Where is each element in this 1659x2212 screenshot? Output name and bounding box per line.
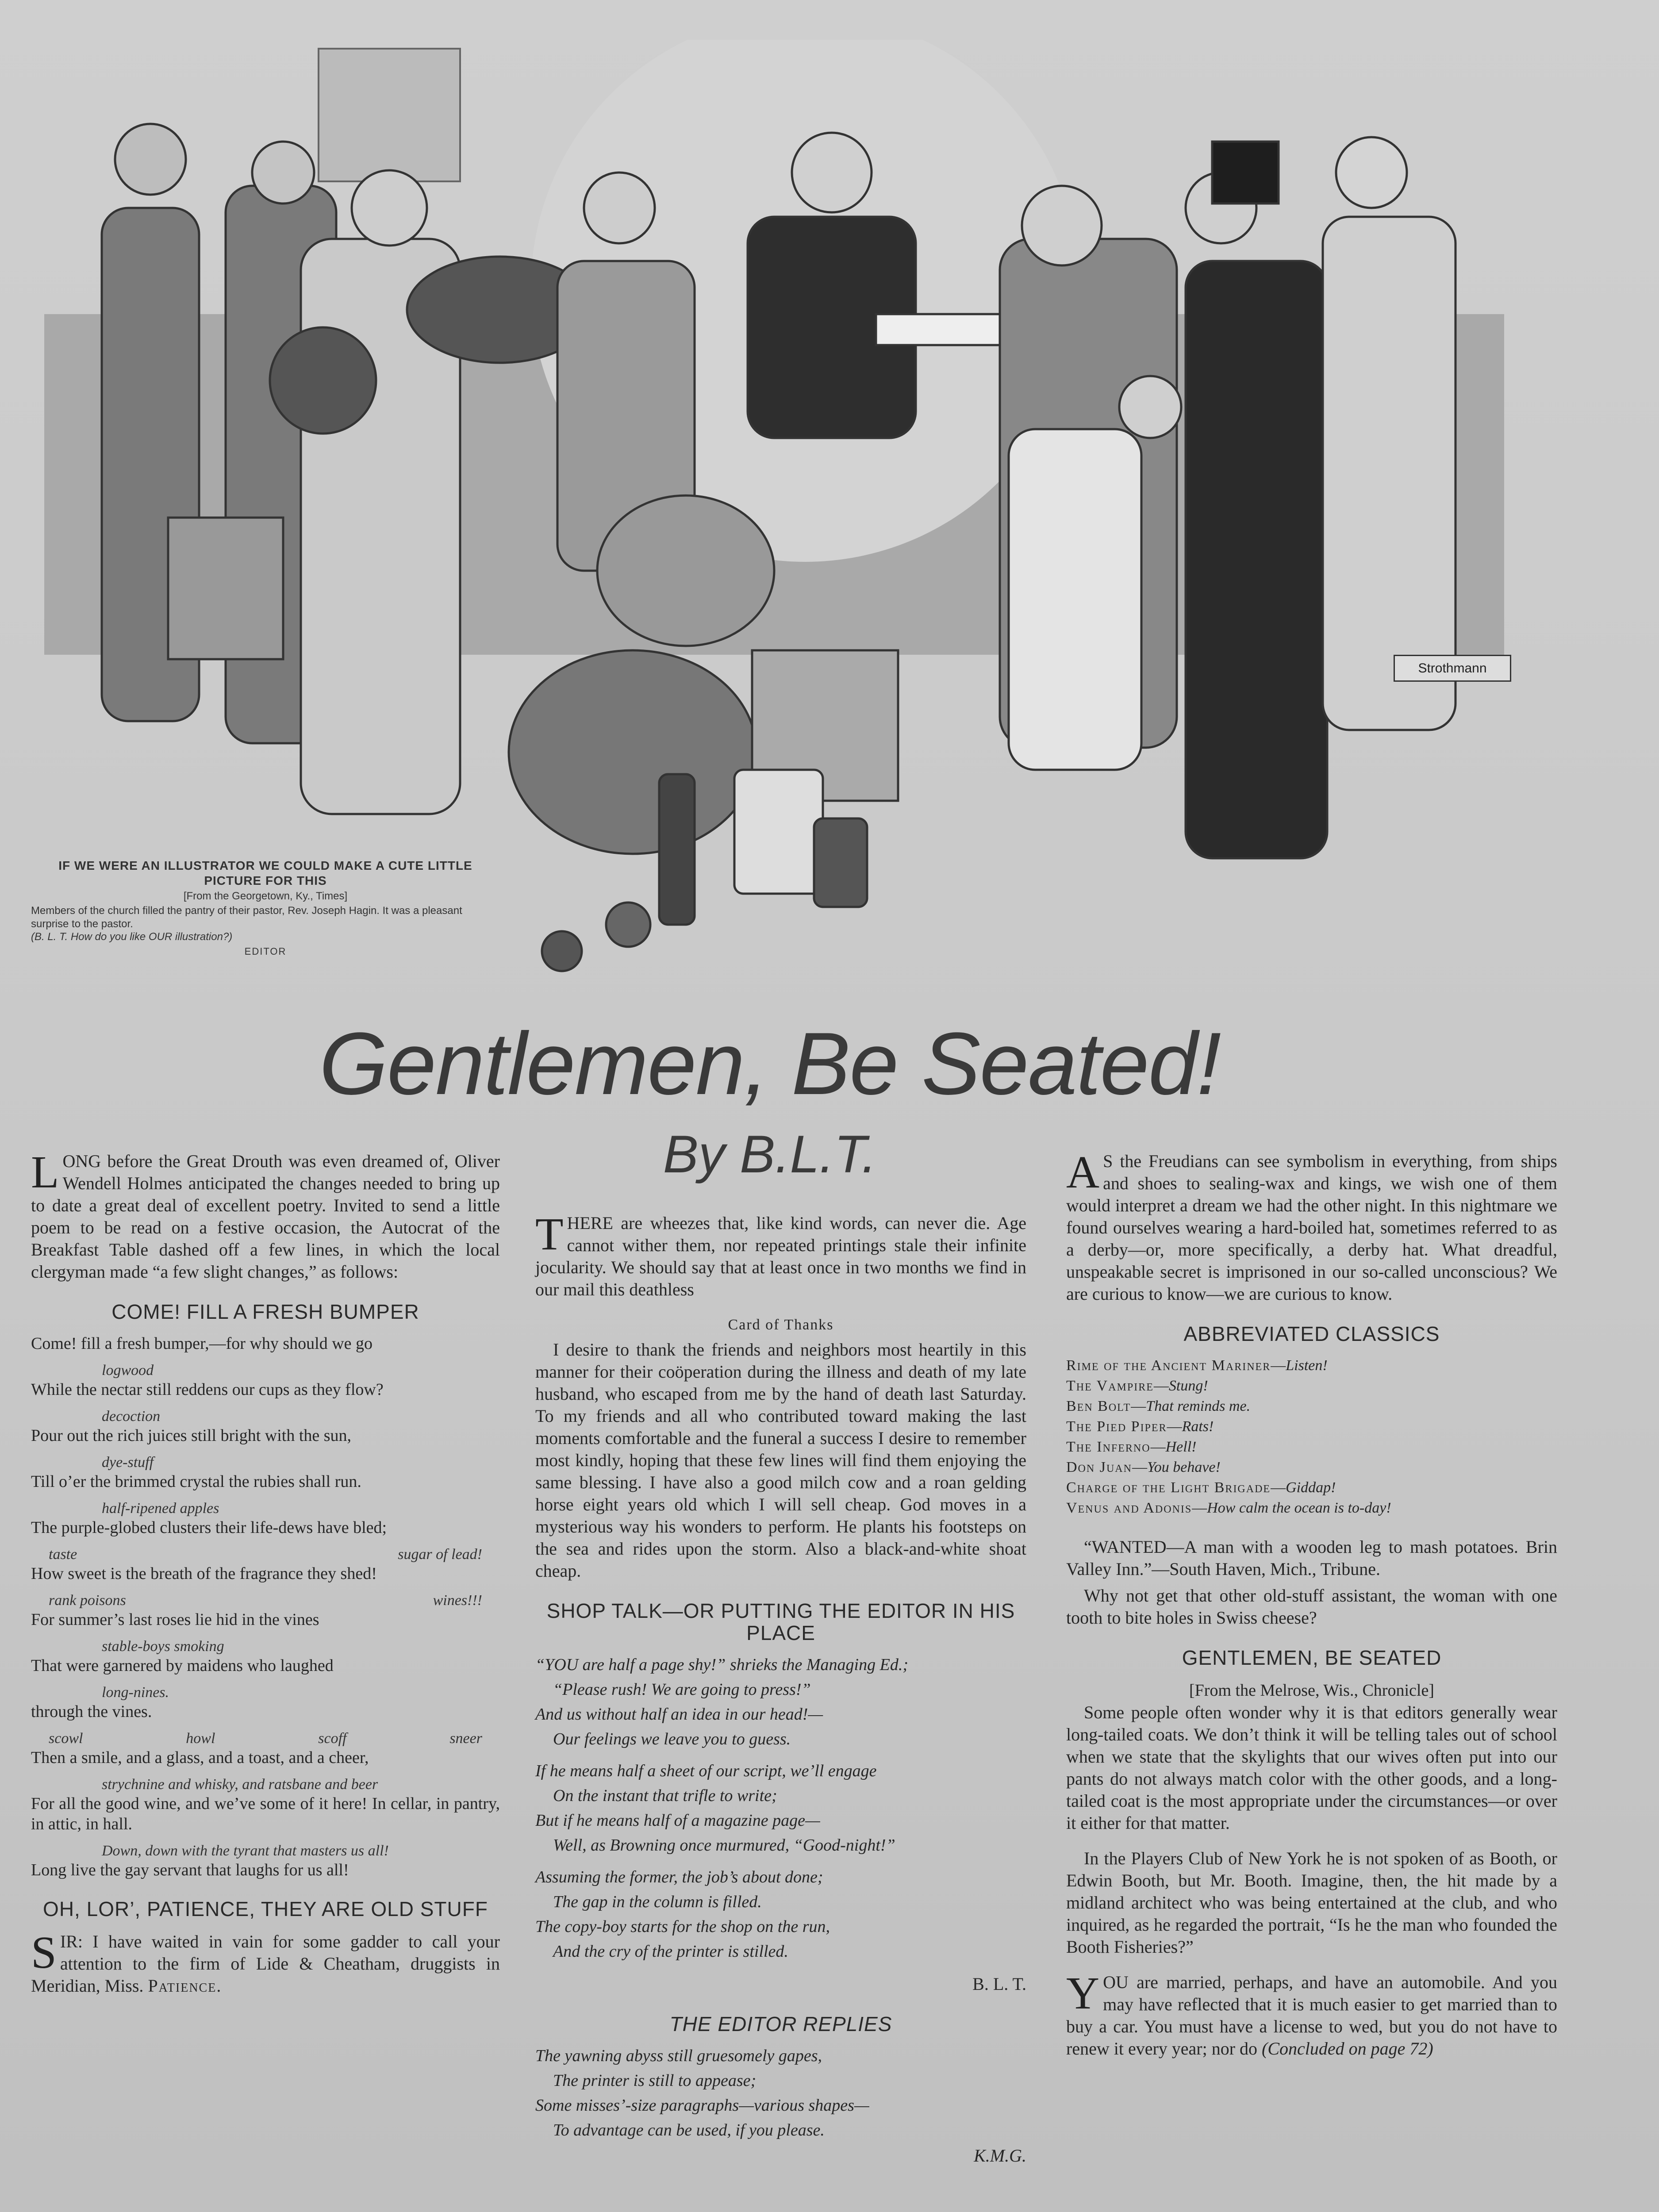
classic-remark: You behave! — [1147, 1459, 1221, 1475]
bottle — [659, 774, 695, 925]
editor-replies-signature: K.M.G. — [974, 2146, 1026, 2166]
classic-dash: — — [1167, 1418, 1182, 1435]
classic-item — [1066, 1396, 1557, 1417]
abbreviated-classics-heading: ABBREVIATED CLASSICS — [1183, 1322, 1440, 1345]
poem-substitution: scowl — [49, 1730, 83, 1747]
poem-substitution: logwood — [102, 1362, 154, 1379]
shop-talk-heading: SHOP TALK—OR PUTTING THE EDITOR IN HIS PLACE — [546, 1599, 1015, 1644]
sack — [597, 495, 774, 646]
caption-note: (B. L. T. How do you like OUR illustration?) — [31, 931, 233, 943]
verse-line: To advantage can be used, if you please. — [553, 2121, 825, 2139]
verse-line: On the instant that trifle to write; — [553, 1786, 777, 1805]
verse-line: Our feelings we leave you to guess. — [553, 1730, 791, 1748]
poem-line: Till o’er the brimmed crystal the rubies shall run. — [31, 1472, 361, 1491]
drop-cap: A — [1066, 1147, 1100, 1198]
classic-title: The Pied Piper — [1066, 1418, 1167, 1435]
classic-remark: Listen! — [1286, 1357, 1328, 1374]
drop-cap: S — [31, 1927, 57, 1978]
market-basket — [168, 518, 283, 659]
verse-line: The yawning abyss still gruesomely gapes, — [535, 2047, 822, 2065]
verse-line: The printer is still to appease; — [553, 2071, 757, 2090]
verse-line: If he means half a sheet of our script, we’ll engage — [535, 1762, 877, 1780]
poem-substitution: sugar of lead! — [398, 1546, 482, 1563]
verse-line: Well, as Browning once murmured, “Good-night!” — [553, 1836, 895, 1855]
chronicle-source: [From the Melrose, Wis., Chronicle] — [1189, 1681, 1434, 1700]
classic-item — [1066, 1417, 1557, 1437]
poem-line: For all the good wine, and we’ve some of it here! In cellar, in pantry, in attic, in hall. — [31, 1794, 500, 1833]
man-top-hat-figure — [1186, 261, 1327, 858]
crock — [734, 770, 823, 894]
byline: By B.L.T. — [663, 1125, 877, 1184]
classic-dash: — — [1271, 1357, 1286, 1374]
poem-substitution: sneer — [449, 1730, 482, 1747]
poem-substitution: dye-stuff — [102, 1454, 154, 1471]
classic-title: Ben Bolt — [1066, 1398, 1131, 1414]
classic-title: Charge of the Light Brigade — [1066, 1479, 1271, 1496]
wheezes-intro: THERE are wheezes that, like kind words, can never die. Age cannot wither them, nor repeated printings stale their infinite jocularity. We should say that at least once in two months we find in our mail this deathless — [535, 1209, 1026, 1299]
caption-headline: IF WE WERE AN ILLUSTRATOR WE COULD MAKE A CUTE LITTLE PICTURE FOR THIS — [58, 859, 472, 887]
poem-substitution: half-ripened apples — [102, 1500, 219, 1517]
classic-remark: Stung! — [1168, 1378, 1208, 1394]
poem-substitution: long-nines. — [102, 1684, 169, 1701]
classic-remark: How calm the ocean is to-day! — [1207, 1500, 1391, 1516]
card-of-thanks-text: I desire to thank the friends and neighbors most heartily in this manner for their coöperation during the illness and death of my late husband, who escaped from me by the hand of death last Saturday. To my friends and all who contributed toward making the last moments comfortable and the funeral a success I desire to remember most kindly, hoping that these few lines will find them enjoying the same blessing. I have also a good milch cow and a roan gelding horse eight years old which I will sell cheap. God moves in a mysterious way his wonders to perform. He plants his footsteps on the sea and rides upon the storm. Also a black-and-white shoat cheap. — [535, 1340, 1026, 1581]
long-tailed-coats-paragraph: Some people often wonder why it is that editors generally wear long-tailed coats. We don’t think it will be telling tales out of school when we state that the skylights that our wives often put into our pants do not always match color with the other goods, and a long-tailed coat is the most appropriate under the circumstances—or over it either for that matter. — [1066, 1702, 1557, 1833]
freudians-paragraph: A S the Freudians can see symbolism in everything, from ships and shoes to sealing-wax and kings, we wish one of them would interpret a dream we had the other night. In this nightmare we found ourselves wearing a hard-boiled hat, sometimes referred to as a derby—or, more specifically, a derby hat. What dreadful, unspeakable secret is imprisoned in our so-called unconscious? We are curious to know—we are curious to know. — [1066, 1147, 1557, 1304]
classic-dash: — — [1131, 1398, 1146, 1414]
page-title: Gentlemen, Be Seated! — [319, 1014, 1221, 1113]
verse-stanza — [535, 1761, 1026, 1855]
patience-signature: Patience. — [148, 1976, 222, 1996]
cake — [876, 314, 1013, 345]
poem-line: through the vines. — [31, 1702, 152, 1721]
caption-editor: EDITOR — [244, 946, 287, 957]
poem-substitution: rank poisons — [49, 1592, 126, 1609]
classic-remark: Rats! — [1182, 1418, 1214, 1435]
stacked-parcels — [319, 49, 460, 181]
verse-line: And us without half an idea in our head!— — [535, 1705, 823, 1724]
cabbage — [270, 327, 376, 434]
verse-line: Assuming the former, the job’s about done; — [535, 1868, 823, 1886]
why-not-paragraph: Why not get that other old-stuff assistant, the woman with one tooth to bite holes in Swiss cheese? — [1066, 1586, 1557, 1628]
poem-substitution: stable-boys smoking — [102, 1638, 224, 1655]
verse-stanza — [535, 1867, 1026, 1962]
apple — [606, 902, 650, 947]
poem-substitution-row — [49, 1592, 500, 1609]
editor-replies-heading: THE EDITOR REPLIES — [669, 2012, 892, 2035]
poem-line: Long live the gay servant that laughs for us all! — [31, 1861, 349, 1879]
shop-talk-signature: B. L. T. — [972, 1974, 1026, 1994]
classic-dash: — — [1132, 1459, 1147, 1475]
poem-line: For summer’s last roses lie hid in the vines — [31, 1610, 319, 1629]
pantry-illustration — [35, 40, 1548, 991]
classic-item — [1066, 1437, 1557, 1457]
caption-body: Members of the church filled the pantry of their pastor, Rev. Joseph Hagin. It was a pleasant surprise to the pastor. — [31, 905, 462, 930]
gentlemen-seated-heading: GENTLEMEN, BE SEATED — [1182, 1646, 1442, 1669]
card-of-thanks-heading: Card of Thanks — [728, 1317, 834, 1333]
patience-heading: OH, LOR’, PATIENCE, THEY ARE OLD STUFF — [43, 1897, 488, 1920]
verse-line: And the cry of the printer is stilled. — [553, 1942, 788, 1961]
poem-line: Then a smile, and a glass, and a toast, and a cheer, — [31, 1748, 369, 1767]
poem-substitution-row — [49, 1730, 500, 1747]
classic-dash: — — [1150, 1439, 1166, 1455]
poem-line: That were garnered by maidens who laughed — [31, 1656, 334, 1675]
holmes-intro: LONG before the Great Drouth was even dreamed of, Oliver Wendell Holmes anticipated the changes needed to bring up to date a great deal of excellent poetry. Invited to send a little poem to be read on a festive occasion, the Autocrat of the Breakfast Table dashed off a few lines, in which the local clergyman made “a few slight changes,” as follows: — [31, 1147, 500, 1282]
patience-letter: SIR: I have waited in vain for some gadder to call your attention to the firm of Lide & Cheatham, druggists in Meridian, Miss. Patience. — [31, 1927, 500, 1996]
caption-source: [From the Georgetown, Ky., Times] — [183, 890, 348, 902]
classic-remark: That reminds me. — [1146, 1398, 1251, 1414]
poem-line: Come! fill a fresh bumper,—for why should we go — [31, 1334, 373, 1353]
drop-cap: L — [31, 1147, 59, 1198]
poem-substitution: wines!!! — [433, 1592, 482, 1609]
poem-heading: COME! FILL A FRESH BUMPER — [111, 1300, 419, 1323]
shop-talk-verse — [535, 1655, 1026, 1962]
verse-line: The gap in the column is filled. — [553, 1893, 762, 1911]
illustration-caption — [31, 858, 500, 957]
poem-substitution: decoction — [102, 1408, 161, 1425]
poem-substitution: strychnine and whisky, and ratsbane and beer — [102, 1776, 378, 1793]
abbreviated-classics-list — [1066, 1356, 1557, 1518]
poem-line: While the nectar still reddens our cups as they flow? — [31, 1380, 384, 1399]
classic-item — [1066, 1376, 1557, 1396]
verse-stanza — [535, 1655, 1026, 1749]
drop-cap: Y — [1066, 1968, 1100, 2019]
jar — [814, 818, 867, 907]
classic-title: Venus and Adonis — [1066, 1500, 1192, 1516]
poem-line: Pour out the rich juices still bright with the sun, — [31, 1426, 352, 1445]
married-paragraph: YOU are married, perhaps, and have an automobile. And you may have reflected that it is much easier to get married than to buy a car. You must have a license to wed, but you do not have to renew it every year; nor do (Concluded on page 72) — [1066, 1968, 1557, 2058]
continued-note: (Concluded on page 72) — [1262, 2039, 1433, 2058]
poem-substitution: Down, down with the tyrant that masters us all! — [102, 1843, 389, 1859]
verse-line: Some misses’-size paragraphs—various shapes— — [535, 2096, 869, 2115]
classic-title: Don Juan — [1066, 1459, 1132, 1475]
poem-line: How sweet is the breath of the fragrance they shed! — [31, 1564, 377, 1583]
left-column — [31, 1147, 500, 2001]
verse-line: The copy-boy starts for the shop on the run, — [535, 1917, 830, 1936]
classic-item — [1066, 1498, 1557, 1518]
classic-title: The Inferno — [1066, 1439, 1151, 1455]
classic-remark: Giddap! — [1286, 1479, 1336, 1496]
poem-substitution: scoff — [318, 1730, 347, 1747]
girl-with-pie-figure — [1009, 429, 1141, 770]
verse-line: “Please rush! We are going to press!” — [553, 1680, 811, 1699]
apple — [542, 931, 582, 971]
players-club-paragraph: In the Players Club of New York he is not spoken of as Booth, or Edwin Booth, but Mr. Booth. Imagine, then, the hit made by a midland architect who was being entertained at the club, and who inquired, as he regarded the portrait, “Is he the man who founded the Booth Fisheries?” — [1066, 1848, 1557, 1957]
verse-line: “YOU are half a page shy!” shrieks the Managing Ed.; — [535, 1655, 908, 1674]
poem — [31, 1333, 500, 1880]
middle-column — [535, 1209, 1026, 2167]
poem-line: The purple-globed clusters their life-dews have bled; — [31, 1518, 387, 1537]
drop-cap: T — [535, 1209, 564, 1260]
classic-remark: Hell! — [1165, 1439, 1197, 1455]
artist-signature: Strothmann — [1394, 655, 1511, 682]
classic-dash: — — [1192, 1500, 1207, 1516]
classic-item — [1066, 1356, 1557, 1376]
editor-replies-verse — [535, 2046, 1026, 2140]
classic-dash: — — [1271, 1479, 1286, 1496]
poem-substitution: howl — [186, 1730, 215, 1747]
right-column — [1066, 1147, 1557, 2064]
classic-item — [1066, 1457, 1557, 1478]
poem-substitution-row — [49, 1546, 500, 1563]
verse-line: But if he means half of a magazine page— — [535, 1811, 820, 1830]
classic-item — [1066, 1478, 1557, 1498]
poem-substitution: taste — [49, 1546, 77, 1563]
woman-striped-skirt-figure — [1323, 217, 1455, 730]
classic-title: Rime of the Ancient Mariner — [1066, 1357, 1271, 1374]
pumpkin — [509, 650, 757, 854]
classic-title: The Vampire — [1066, 1378, 1154, 1394]
wanted-ad: “WANTED—A man with a wooden leg to mash potatoes. Brin Valley Inn.”—South Haven, Mich., Tribune. — [1066, 1537, 1557, 1579]
classic-dash: — — [1153, 1378, 1169, 1394]
